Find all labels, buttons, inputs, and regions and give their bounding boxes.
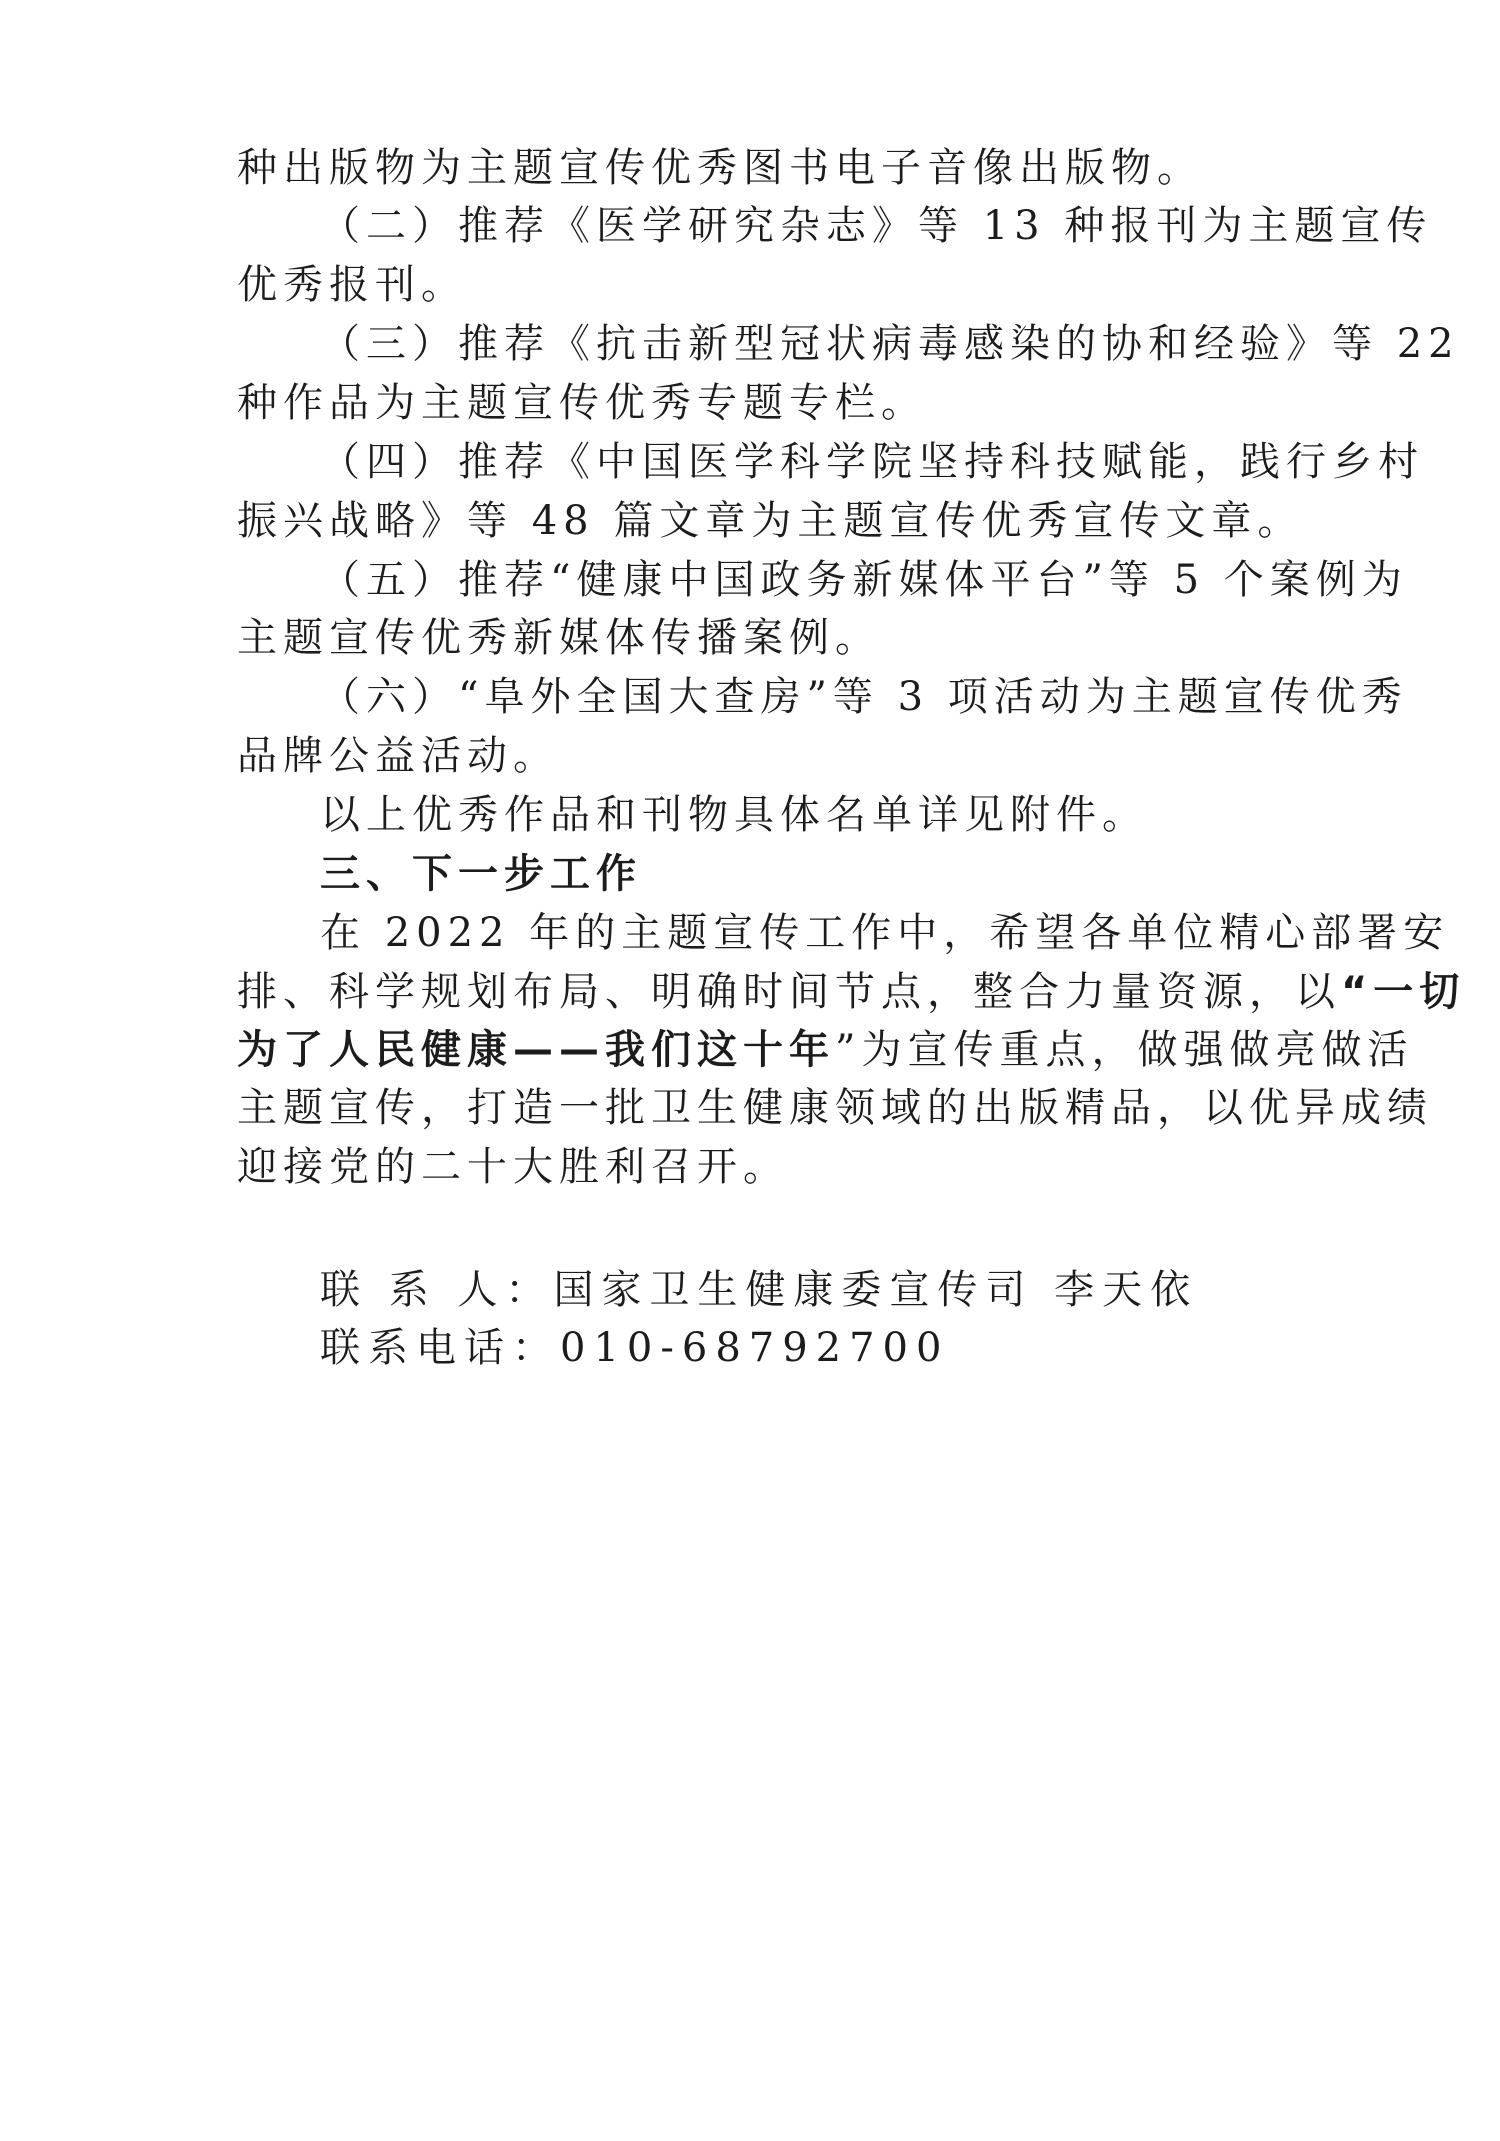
paragraph-line: 主题宣传，打造一批卫生健康领域的出版精品，以优异成绩 <box>237 1085 1433 1131</box>
paragraph-line <box>237 1022 1414 1078</box>
paragraph-line: 振兴战略》等 48 篇文章为主题宣传优秀宣传文章。 <box>237 498 1304 544</box>
paragraph-line: 优秀报刊。 <box>237 262 467 308</box>
emphasis-text: 为了人民健康——我们这十年 <box>237 1027 835 1073</box>
paragraph-line: 在 2022 年的主题宣传工作中，希望各单位精心部署安 <box>320 910 1450 956</box>
contact-person-label: 联 系 人： <box>320 1267 554 1313</box>
paragraph-line: 品牌公益活动。 <box>237 733 559 779</box>
paragraph-line: （三）推荐《抗击新型冠状病毒感染的协和经验》等 22 <box>320 321 1460 367</box>
paragraph-text: 排、科学规划布局、明确时间节点，整合力量资源，以 <box>237 969 1341 1015</box>
contact-person <box>320 1262 1365 1318</box>
contact-person-value: 国家卫生健康委宣传司 李天依 <box>553 1267 1199 1313</box>
paragraph-line: （二）推荐《医学研究杂志》等 13 种报刊为主题宣传 <box>320 203 1433 249</box>
paragraph-line: 以上优秀作品和刊物具体名单详见附件。 <box>320 792 1148 838</box>
contact-phone-label: 联系电话： <box>320 1325 560 1371</box>
paragraph-line: （六）“阜外全国大查房”等 3 项活动为主题宣传优秀 <box>320 674 1408 720</box>
paragraph-line <box>237 964 1466 1020</box>
paragraph-line: 种作品为主题宣传优秀专题专栏。 <box>237 380 927 426</box>
paragraph-line: 主题宣传优秀新媒体传播案例。 <box>237 615 881 661</box>
paragraph-line: （四）推荐《中国医学科学院坚持科技赋能，践行乡村 <box>320 439 1424 485</box>
paragraph-line: 种出版物为主题宣传优秀图书电子音像出版物。 <box>237 145 1203 191</box>
paragraph-text: ”为宣传重点，做强做亮做活 <box>835 1027 1414 1073</box>
contact-phone-value: 010-68792700 <box>560 1325 950 1371</box>
emphasis-text: “一切 <box>1341 969 1466 1015</box>
paragraph-line: 迎接党的二十大胜利召开。 <box>237 1144 789 1190</box>
paragraph-line: （五）推荐“健康中国政务新媒体平台”等 5 个案例为 <box>320 557 1408 603</box>
contact-phone <box>320 1320 1365 1376</box>
section-heading: 三、下一步工作 <box>320 851 642 897</box>
